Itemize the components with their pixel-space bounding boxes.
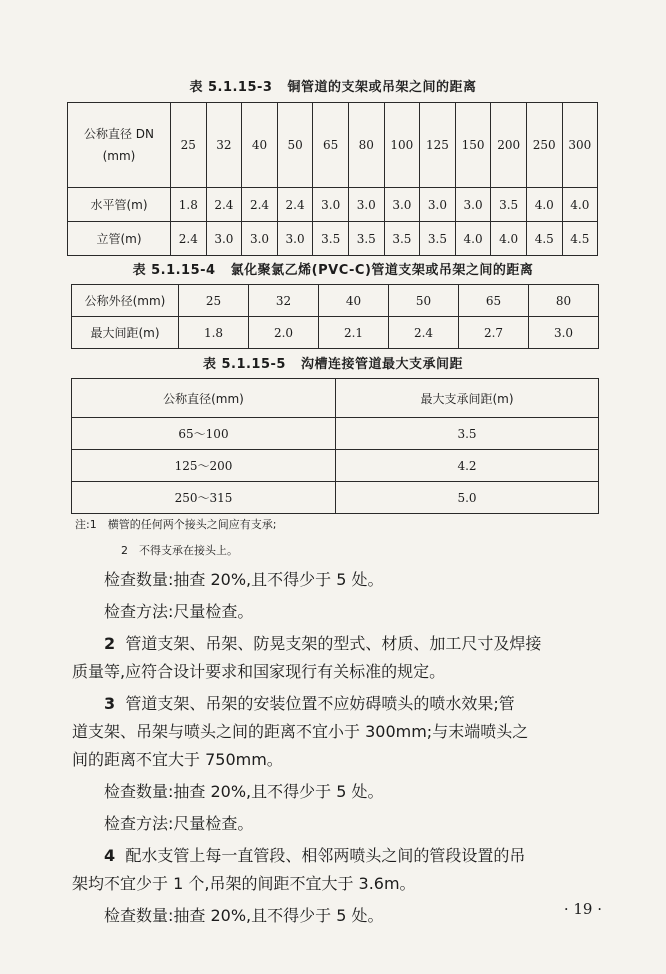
table-row [72,450,599,482]
check-quantity-3: 检查数量:抽查 20%,且不得少于 5 处。 [104,906,384,925]
table1-row-label: 水平管(m) [68,188,171,222]
table-cell: 200 [491,103,527,188]
table-cell: 65～100 [72,418,336,450]
table1-header-row [68,103,598,188]
table-cell: 3.5 [384,222,420,256]
table-cell: 50 [277,103,313,188]
table-cell: 4.5 [562,222,598,256]
table1-horizontal-row [68,188,598,222]
table-cell: 4.0 [562,188,598,222]
table-cell: 3.5 [313,222,349,256]
table1-vertical-row [68,222,598,256]
item4-line1 [104,846,525,866]
table-cell: 40 [242,103,278,188]
table-cell: 250～315 [72,482,336,514]
table2-row-label: 最大间距(m) [72,317,179,349]
item3-text: 管道支架、吊架的安装位置不应妨碍喷头的喷水效果;管 [125,694,515,713]
table-cell: 80 [348,103,384,188]
item4-line2: 架均不宜少于 1 个,吊架的间距不宜大于 3.6m。 [72,874,416,893]
table-cell: 2.0 [249,317,319,349]
check-quantity-2: 检查数量:抽查 20%,且不得少于 5 处。 [104,782,384,801]
table-cell: 2.1 [319,317,389,349]
table1-header-label-line1: 公称直径 DN [83,127,155,141]
table-cell: 3.5 [420,222,456,256]
table1-caption [0,76,666,95]
table-cell: 3.0 [420,188,456,222]
table2-row-label: 公称外径(mm) [72,285,179,317]
table-cell: 2.4 [206,188,242,222]
table-cell: 125 [420,103,456,188]
table-note-2: 2 不得支承在接头上。 [121,544,238,557]
table-row [72,418,599,450]
table-cell: 3.0 [313,188,349,222]
item2-line2: 质量等,应符合设计要求和国家现行有关标准的规定。 [72,662,446,681]
item2-line1 [104,634,541,654]
table-cell: 4.0 [455,222,491,256]
table-cell: 4.0 [526,188,562,222]
item-number: 4 [104,846,116,865]
table-cell: 50 [389,285,459,317]
table-cell: 1.8 [171,188,207,222]
check-method-1: 检查方法:尺量检查。 [104,602,254,621]
table-cell: 100 [384,103,420,188]
table-cell: 4.0 [491,222,527,256]
table3-caption-title: 沟槽连接管道最大支承间距 [301,357,464,372]
table-cell: 3.0 [242,222,278,256]
table-cell: 80 [529,285,599,317]
table-cell: 4.5 [526,222,562,256]
table-cell: 32 [206,103,242,188]
table-cell: 65 [313,103,349,188]
table-cell: 150 [455,103,491,188]
table1-row-label: 立管(m) [68,222,171,256]
table-cell: 125～200 [72,450,336,482]
item-number: 3 [104,694,116,713]
table-cell: 250 [526,103,562,188]
table-cell: 3.0 [206,222,242,256]
table-cell: 32 [249,285,319,317]
table-cell: 3.5 [491,188,527,222]
table-cell: 2.7 [459,317,529,349]
table-cell: 4.2 [336,450,599,482]
table-cell: 25 [171,103,207,188]
table-cell: 25 [179,285,249,317]
table-cell: 300 [562,103,598,188]
table-cell: 3.0 [455,188,491,222]
table-cell: 65 [459,285,529,317]
table2-caption-number: 表 5.1.15-4 [132,263,216,278]
pvc-c-pipe-support-table [71,284,599,349]
table-cell: 3.0 [277,222,313,256]
table1-caption-title: 铜管道的支架或吊架之间的距离 [287,80,477,95]
table-cell: 2.4 [389,317,459,349]
table2-diameter-row [72,285,599,317]
item3-line3: 间的距离不宜大于 750mm。 [72,750,283,769]
table-cell: 2.4 [277,188,313,222]
page-number: · 19 · [563,900,602,918]
table3-caption [0,353,666,372]
copper-pipe-support-table [67,102,598,256]
table-cell: 2.4 [171,222,207,256]
table-row [72,482,599,514]
table-cell: 3.0 [348,188,384,222]
table2-caption [0,259,666,278]
table1-caption-number: 表 5.1.15-3 [189,80,273,95]
item-number: 2 [104,634,116,653]
table1-header-label [68,103,171,188]
table1-header-label-line2: (mm) [102,149,136,163]
table-note-1: 注:1 横管的任何两个接头之间应有支承; [75,518,277,531]
table-cell: 3.5 [348,222,384,256]
table3-col1-header: 公称直径(mm) [72,379,336,418]
grooved-pipe-support-table [71,378,599,514]
table3-caption-number: 表 5.1.15-5 [202,357,286,372]
item4-text: 配水支管上每一直管段、相邻两喷头之间的管段设置的吊 [125,846,526,865]
table-cell: 5.0 [336,482,599,514]
table-cell: 2.4 [242,188,278,222]
table-cell: 3.0 [384,188,420,222]
table3-header-row [72,379,599,418]
table-cell: 40 [319,285,389,317]
table-cell: 1.8 [179,317,249,349]
table-cell: 3.0 [529,317,599,349]
item3-line1 [104,694,515,714]
item3-line2: 道支架、吊架与喷头之间的距离不宜小于 300mm;与末端喷头之 [72,722,529,741]
table2-spacing-row [72,317,599,349]
table2-caption-title: 氯化聚氯乙烯(PVC-C)管道支架或吊架之间的距离 [230,263,534,278]
check-quantity-1: 检查数量:抽查 20%,且不得少于 5 处。 [104,570,384,589]
check-method-2: 检查方法:尺量检查。 [104,814,254,833]
item2-text: 管道支架、吊架、防晃支架的型式、材质、加工尺寸及焊接 [125,634,542,653]
table-cell: 3.5 [336,418,599,450]
table3-col2-header: 最大支承间距(m) [336,379,599,418]
